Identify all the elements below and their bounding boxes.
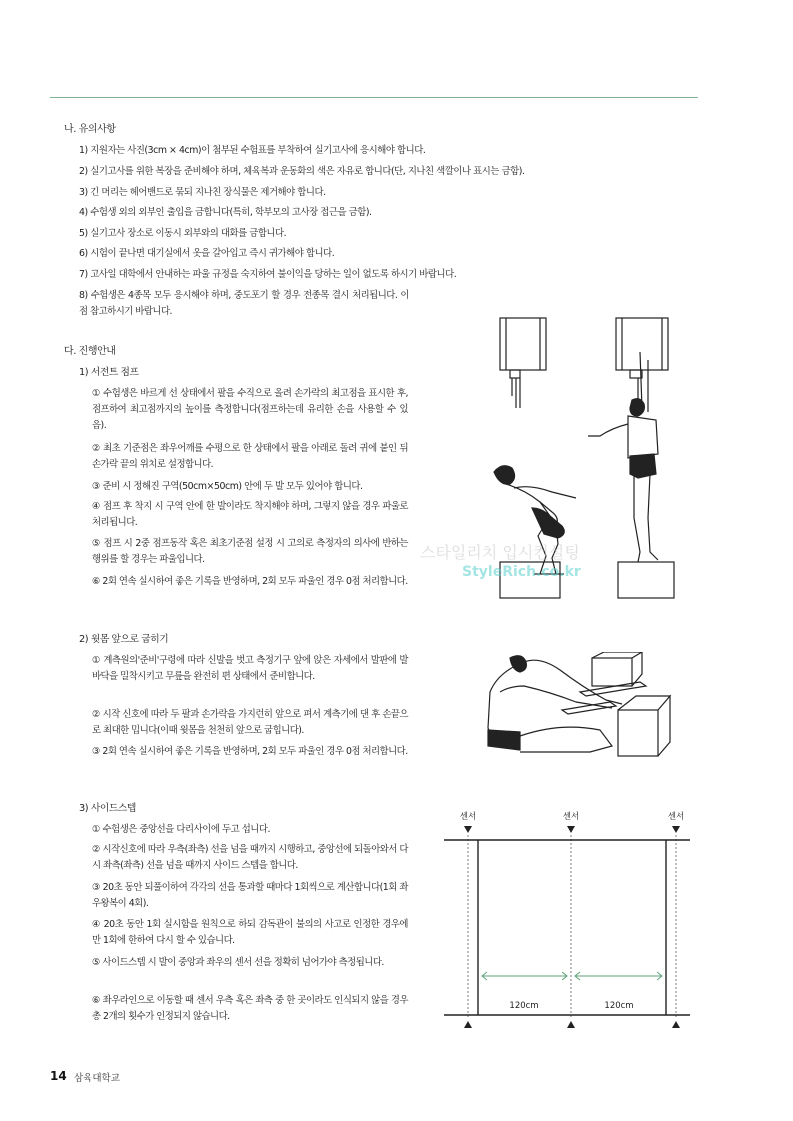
jump-rule-item: ⑤ 점프 시 2중 점프동작 혹은 최초기준점 설정 시 고의로 측정자의 의사에 반하는 행위를 할 경우는 파울입니다. — [92, 538, 408, 565]
distance-right: 120cm — [604, 1001, 634, 1011]
footer-school-name: 삼육대학교 — [74, 1073, 120, 1084]
jump-rule-item: ④ 점프 후 착지 시 구역 안에 한 발이라도 착지해야 하며, 그렇지 않을 경우 파울로 처리됩니다. — [92, 501, 408, 528]
jump-rule-item: ⑥ 2회 연속 실시하여 좋은 기록을 반영하며, 2회 모두 파울인 경우 0점 처리합니다. — [92, 576, 408, 587]
sensor-label-center: 센서 — [562, 812, 580, 822]
step-rule-item: ① 수험생은 중앙선을 다리사이에 두고 섭니다. — [92, 824, 271, 835]
heading-procedure: 다. 진행안내 — [64, 346, 116, 357]
precaution-item: 8) 수험생은 4종목 모두 응시해야 하며, 중도포기 할 경우 전종목 결시 처리됩니다. 이점 참고하시기 바랍니다. — [79, 290, 409, 317]
precaution-item: 5) 실기고사 장소로 이동시 외부와의 대화를 금합니다. — [79, 228, 287, 239]
sensor-markers — [464, 826, 680, 1028]
sensor-label-left: 센서 — [459, 812, 477, 822]
side-step-diagram — [440, 805, 692, 1035]
jump-rule-item: ① 수험생은 바르게 선 상태에서 팔을 수직으로 올려 손가락의 최고점을 표시한 후, 점프하여 최고점까지의 높이를 측정합니다(점프하는데 유리한 손을 사용할 수 있음). — [92, 388, 408, 431]
jump-rule-item: ② 최초 기준점은 좌우어깨를 수평으로 한 상태에서 팔을 아래로 돌려 귀에 붙인 뒤 손가락 끝의 위치로 설정합니다. — [92, 443, 408, 470]
watermark-url: StyleRich.co.kr — [462, 564, 581, 580]
page-number: 14 — [50, 1069, 67, 1083]
precaution-item: 4) 수험생 외의 외부인 출입을 금합니다(특히, 학부모의 고사장 접근을 금함). — [79, 207, 372, 218]
precaution-item: 6) 시험이 끝나면 대기실에서 옷을 갈아입고 즉시 귀가해야 합니다. — [79, 248, 335, 259]
header-rule — [50, 97, 698, 98]
reach-rule-item: ③ 2회 연속 실시하여 좋은 기록을 반영하며, 2회 모두 파울인 경우 0점 처리합니다. — [92, 746, 408, 757]
subheading-side-step: 3) 사이드스텝 — [79, 803, 136, 814]
precaution-item: 1) 지원자는 사진(3cm × 4cm)이 첨부된 수험표를 부착하여 실기고사에 응시해야 합니다. — [79, 145, 426, 156]
sit-and-reach-illustration — [480, 652, 686, 766]
watermark-text: 스타일리치 입시컨설팅 — [420, 543, 580, 562]
step-rule-item: ⑤ 사이드스텝 시 발이 중앙과 좌우의 센서 선을 정확히 넘어가야 측정됩니다. — [92, 957, 384, 968]
reach-rule-item: ② 시작 신호에 따라 두 팔과 손가락을 가지런히 앞으로 펴서 계측기에 댄 후 손끝으로 최대한 밉니다(이때 윗몸을 천천히 앞으로 굽힙니다). — [92, 709, 408, 736]
jump-rule-item: ③ 준비 시 정해진 구역(50cm×50cm) 안에 두 발 모두 있어야 합니다. — [92, 481, 363, 492]
step-rule-item: ② 시작신호에 따라 우측(좌측) 선을 넘을 때까지 시행하고, 중앙선에 되돌아와서 다시 좌측(좌측) 선을 넘을 때까지 사이드 스텝을 합니다. — [92, 844, 408, 871]
sensor-label-right: 센서 — [667, 812, 685, 822]
subheading-sargent-jump: 1) 서전트 점프 — [79, 367, 139, 378]
step-rule-item: ④ 20초 동안 1회 실시함을 원칙으로 하되 감독관이 불의의 사고로 인정한 경우에만 1회에 한하여 다시 할 수 있습니다. — [92, 919, 408, 946]
distance-left: 120cm — [509, 1001, 539, 1011]
step-rule-item: ⑥ 좌우라인으로 이동할 때 센서 우측 혹은 좌측 중 한 곳이라도 인식되지 않을 경우 총 2개의 횟수가 인정되지 않습니다. — [92, 995, 408, 1022]
precaution-item: 3) 긴 머리는 헤어밴드로 묶되 지나친 장식물은 제거해야 합니다. — [79, 187, 326, 198]
heading-precautions: 나. 유의사항 — [64, 124, 116, 135]
precaution-item: 7) 고사일 대학에서 안내하는 파울 규정을 숙지하여 불이익을 당하는 일이 없도록 하시기 바랍니다. — [79, 269, 457, 280]
precaution-item: 2) 실기고사를 위한 복장을 준비해야 하며, 체육복과 운동화의 색은 자유로 합니다(단, 지나친 색깔이나 표시는 금함). — [79, 166, 525, 177]
subheading-sit-and-reach: 2) 윗몸 앞으로 굽히기 — [79, 634, 169, 645]
step-rule-item: ③ 20초 동안 되풀이하여 각각의 선을 통과할 때마다 1회씩으로 계산합니다(1회 좌우왕복이 4회). — [92, 882, 408, 909]
reach-rule-item: ① 계측원의'준비'구령에 따라 신발을 벗고 측정기구 앞에 앉은 자세에서 발판에 발바닥을 밀착시키고 무릎을 완전히 편 상태에서 준비합니다. — [92, 655, 408, 682]
